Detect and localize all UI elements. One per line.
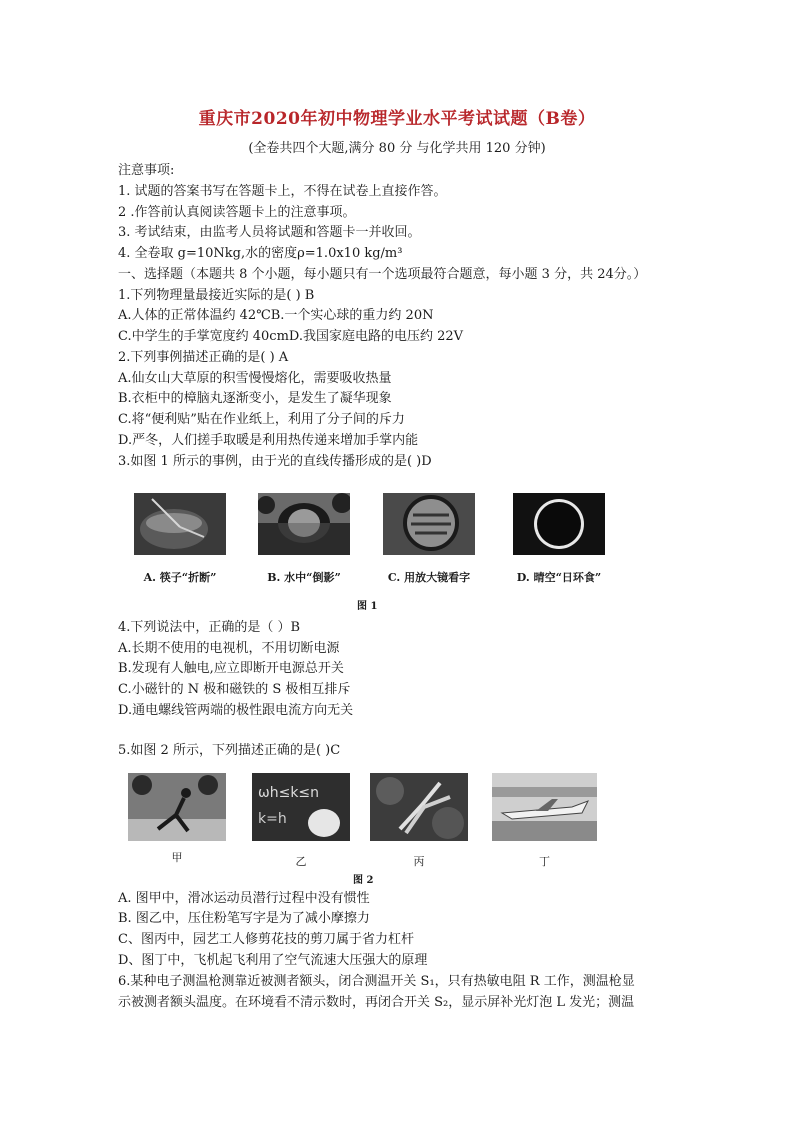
exam-subtitle: (全卷共四个大题,满分 80 分 与化学共用 120 分钟): [248, 141, 546, 156]
figure1-caption-b: B. 水中“倒影”: [267, 571, 341, 584]
figure1-caption-d: D. 晴空“日环食”: [516, 571, 602, 584]
question-2-option: C.将“便利贴”贴在作业纸上，利用了分子间的斥力: [118, 412, 405, 427]
figure1-caption-a: A. 筷子“折断”: [143, 571, 217, 584]
question-6-line: 示被测者额头温度。在环境看不清示数时，再闭合开关 S₂，显示屏补光灯泡 L 发光；测温: [118, 995, 635, 1010]
question-1-stem: 1.下列物理量最接近实际的是( ) B: [118, 288, 315, 303]
question-5-option: A. 图甲中，滑冰运动员潜行过程中没有惯性: [118, 891, 370, 906]
figure2-image-yi: [252, 773, 350, 841]
figure2-caption-jia: 甲: [171, 851, 183, 864]
note-item-1: 1. 试题的答案书写在答题卡上，不得在试卷上直接作答。: [118, 184, 447, 199]
question-2-option: A.仙女山大草原的积雪慢慢熔化，需要吸收热量: [118, 371, 392, 386]
question-4-stem: 4.下列说法中，正确的是（ ）B: [118, 620, 301, 635]
chopsticks-in-water-photo: [134, 493, 226, 555]
question-4-option: C.小磁针的 N 极和磁铁的 S 极相互排斥: [118, 682, 351, 697]
figure2-label: 图 2: [353, 875, 374, 886]
question-6-line: 6.某种电子测温枪测靠近被测者额头，闭合测温开关 S₁，只有热敏电阻 R 工作，测温枪显: [118, 974, 635, 989]
figure1-image-b: [258, 493, 350, 555]
note-item-3: 3. 考试结束，由监考人员将试题和答题卡一并收回。: [118, 225, 421, 240]
annular-eclipse-photo: [513, 493, 605, 555]
exam-title: 重庆市2020年初中物理学业水平考试试题（B卷）: [198, 109, 596, 129]
note-item-2: 2 .作答前认真阅读答题卡上的注意事项。: [118, 205, 356, 220]
question-1-option: A.人体的正常体温约 42℃B.一个实心球的重力约 20N: [118, 308, 434, 323]
figure1-caption-c: C. 用放大镜看字: [387, 571, 471, 584]
figure2-image-jia: [128, 773, 226, 841]
question-4-option: A.长期不使用的电视机，不用切断电源: [118, 641, 340, 656]
question-4-option: D.通电螺线管两端的极性跟电流方向无关: [118, 703, 354, 718]
question-3-stem: 3.如图 1 所示的事例，由于光的直线传播形成的是( )D: [118, 454, 432, 469]
svg-text:ωh≤k≤n: ωh≤k≤n: [258, 785, 320, 801]
figure2-image-ding: [492, 773, 597, 841]
figure2-caption-ding: 丁: [539, 855, 550, 868]
question-5-option: B. 图乙中，压住粉笔写字是为了减小摩擦力: [118, 911, 370, 926]
magnifier-photo: [383, 493, 475, 555]
question-5-option: D、图丁中，飞机起飞利用了空气流速大压强大的原理: [118, 953, 428, 968]
figure1-image-d: [513, 493, 605, 555]
question-2-stem: 2.下列事例描述正确的是( ) A: [118, 350, 289, 365]
question-5-option: C、图丙中，园艺工人修剪花技的剪刀属于省力杠杆: [118, 932, 414, 947]
question-1-option: C.中学生的手掌宽度约 40cmD.我国家庭电路的电压约 22V: [118, 329, 464, 344]
chalk-writing-photo: [252, 773, 350, 841]
question-2-option: D.严冬，人们搓手取暖是利用热传递来增加手掌内能: [118, 433, 419, 448]
figure2-caption-bing: 丙: [413, 855, 425, 868]
figure1-label: 图 1: [357, 601, 378, 612]
svg-text:k=h: k=h: [258, 811, 287, 827]
figure1-image-a: [134, 493, 226, 555]
section-heading: 一、选择题（本题共 8 个小题，每小题只有一个选项最符合题意，每小题 3 分，共 24分。）: [118, 267, 647, 282]
pruning-shears-photo: [370, 773, 468, 841]
figure2-image-bing: [370, 773, 468, 841]
question-4-option: B.发现有人触电,应立即断开电源总开关: [118, 661, 344, 676]
bridge-reflection-photo: [258, 493, 350, 555]
airplane-takeoff-photo: [492, 773, 597, 841]
question-2-option: B.衣柜中的樟脑丸逐渐变小，是发生了凝华现象: [118, 391, 392, 406]
figure2-caption-yi: 乙: [295, 855, 307, 868]
note-item-4: 4. 全卷取 g=10Nkg,水的密度ρ=1.0x10 kg/m³: [118, 246, 403, 261]
question-5-stem: 5.如图 2 所示，下列描述正确的是( )C: [118, 743, 341, 758]
figure1-image-c: [383, 493, 475, 555]
skater-photo: [128, 773, 226, 841]
notes-heading: 注意事项:: [118, 163, 175, 178]
